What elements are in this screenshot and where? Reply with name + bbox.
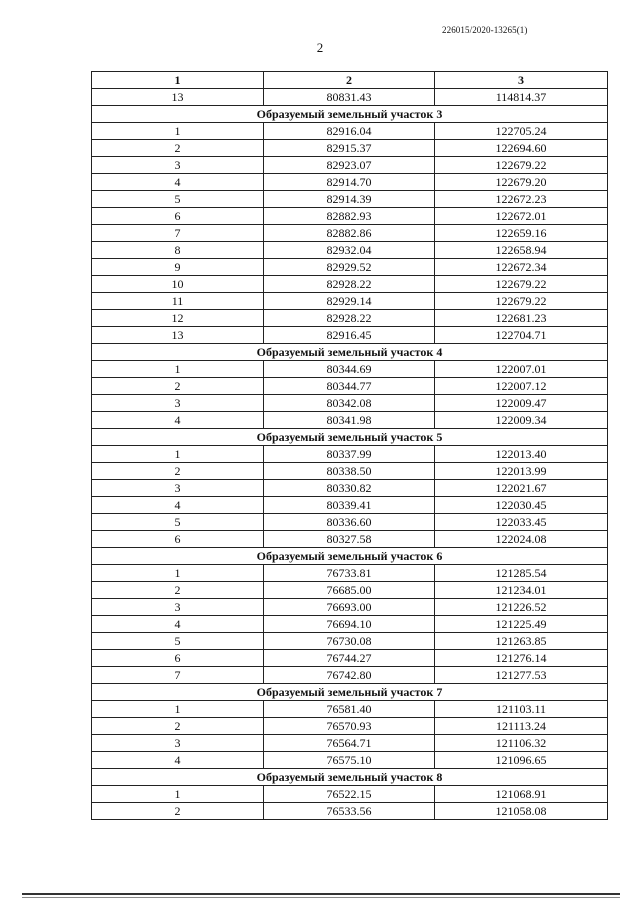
- y-coordinate: 121096.65: [435, 752, 608, 769]
- table-row: [92, 208, 608, 225]
- y-coordinate: 121103.11: [435, 701, 608, 718]
- y-coordinate: 122030.45: [435, 497, 608, 514]
- point-number: 2: [92, 803, 264, 820]
- x-coordinate: 82928.22: [264, 276, 435, 293]
- table-row: [92, 701, 608, 718]
- y-coordinate: 121058.08: [435, 803, 608, 820]
- table-row: [92, 157, 608, 174]
- x-coordinate: 76533.56: [264, 803, 435, 820]
- table-row: [92, 395, 608, 412]
- section-title: Образуемый земельный участок 7: [92, 684, 608, 701]
- y-coordinate: 122007.12: [435, 378, 608, 395]
- x-coordinate: 80344.69: [264, 361, 435, 378]
- x-coordinate: 76742.80: [264, 667, 435, 684]
- table-row: [92, 752, 608, 769]
- x-coordinate: 76570.93: [264, 718, 435, 735]
- y-coordinate: 122679.20: [435, 174, 608, 191]
- y-coordinate: 122007.01: [435, 361, 608, 378]
- table-row: [92, 497, 608, 514]
- point-number: 1: [92, 123, 264, 140]
- point-number: 1: [92, 701, 264, 718]
- point-number: 4: [92, 616, 264, 633]
- y-coordinate: 122013.40: [435, 446, 608, 463]
- point-number: 2: [92, 378, 264, 395]
- point-number: 4: [92, 752, 264, 769]
- x-coordinate: 80342.08: [264, 395, 435, 412]
- table-row: [92, 259, 608, 276]
- column-header: 1: [92, 72, 264, 89]
- y-coordinate: 122681.23: [435, 310, 608, 327]
- table-row: [92, 327, 608, 344]
- x-coordinate: 82923.07: [264, 157, 435, 174]
- point-number: 1: [92, 361, 264, 378]
- y-coordinate: 122021.67: [435, 480, 608, 497]
- table-row: [92, 480, 608, 497]
- table-row: [92, 412, 608, 429]
- section-row: [92, 344, 608, 361]
- table-row: [92, 310, 608, 327]
- x-coordinate: 80327.58: [264, 531, 435, 548]
- x-coordinate: 80831.43: [264, 89, 435, 106]
- point-number: 6: [92, 531, 264, 548]
- table-header-row: [92, 72, 608, 89]
- table-row: [92, 582, 608, 599]
- point-number: 7: [92, 225, 264, 242]
- section-title: Образуемый земельный участок 8: [92, 769, 608, 786]
- point-number: 1: [92, 446, 264, 463]
- table-row: [92, 565, 608, 582]
- y-coordinate: 122704.71: [435, 327, 608, 344]
- point-number: 2: [92, 140, 264, 157]
- y-coordinate: 121234.01: [435, 582, 608, 599]
- section-title: Образуемый земельный участок 5: [92, 429, 608, 446]
- x-coordinate: 82929.14: [264, 293, 435, 310]
- x-coordinate: 76522.15: [264, 786, 435, 803]
- point-number: 2: [92, 582, 264, 599]
- table-row: [92, 514, 608, 531]
- y-coordinate: 122672.23: [435, 191, 608, 208]
- y-coordinate: 121068.91: [435, 786, 608, 803]
- x-coordinate: 82915.37: [264, 140, 435, 157]
- y-coordinate: 122658.94: [435, 242, 608, 259]
- table-row: [92, 599, 608, 616]
- section-row: [92, 429, 608, 446]
- point-number: 9: [92, 259, 264, 276]
- point-number: 6: [92, 208, 264, 225]
- table-row: [92, 378, 608, 395]
- y-coordinate: 122672.01: [435, 208, 608, 225]
- section-row: [92, 769, 608, 786]
- x-coordinate: 76693.00: [264, 599, 435, 616]
- table-row: [92, 718, 608, 735]
- table-row: [92, 463, 608, 480]
- point-number: 1: [92, 565, 264, 582]
- y-coordinate: 121277.53: [435, 667, 608, 684]
- x-coordinate: 82916.45: [264, 327, 435, 344]
- table-row: [92, 123, 608, 140]
- coordinates-table: [91, 71, 608, 820]
- section-row: [92, 548, 608, 565]
- y-coordinate: 122009.34: [435, 412, 608, 429]
- table-row: [92, 786, 608, 803]
- x-coordinate: 76733.81: [264, 565, 435, 582]
- point-number: 12: [92, 310, 264, 327]
- table-row: [92, 293, 608, 310]
- x-coordinate: 82882.93: [264, 208, 435, 225]
- x-coordinate: 80336.60: [264, 514, 435, 531]
- point-number: 11: [92, 293, 264, 310]
- y-coordinate: 122672.34: [435, 259, 608, 276]
- page-number: 2: [316, 40, 324, 55]
- table-row: [92, 803, 608, 820]
- x-coordinate: 76575.10: [264, 752, 435, 769]
- y-coordinate: 122679.22: [435, 293, 608, 310]
- y-coordinate: 121225.49: [435, 616, 608, 633]
- x-coordinate: 76730.08: [264, 633, 435, 650]
- x-coordinate: 80338.50: [264, 463, 435, 480]
- y-coordinate: 122694.60: [435, 140, 608, 157]
- table-row: [92, 667, 608, 684]
- section-title: Образуемый земельный участок 6: [92, 548, 608, 565]
- x-coordinate: 80339.41: [264, 497, 435, 514]
- x-coordinate: 82882.86: [264, 225, 435, 242]
- table-row: [92, 446, 608, 463]
- point-number: 7: [92, 667, 264, 684]
- footer-rule-thin: [22, 897, 620, 898]
- y-coordinate: 122009.47: [435, 395, 608, 412]
- table-row: [92, 633, 608, 650]
- section-title: Образуемый земельный участок 4: [92, 344, 608, 361]
- x-coordinate: 80344.77: [264, 378, 435, 395]
- document-id: 226015/2020-13265(1): [442, 25, 528, 35]
- table-row: [92, 89, 608, 106]
- y-coordinate: 121226.52: [435, 599, 608, 616]
- y-coordinate: 122679.22: [435, 157, 608, 174]
- y-coordinate: 121276.14: [435, 650, 608, 667]
- point-number: 3: [92, 735, 264, 752]
- point-number: 13: [92, 89, 264, 106]
- footer-rule: [22, 893, 620, 895]
- y-coordinate: 122679.22: [435, 276, 608, 293]
- y-coordinate: 121285.54: [435, 565, 608, 582]
- table-row: [92, 140, 608, 157]
- x-coordinate: 82932.04: [264, 242, 435, 259]
- x-coordinate: 80337.99: [264, 446, 435, 463]
- table-row: [92, 650, 608, 667]
- point-number: 5: [92, 514, 264, 531]
- x-coordinate: 76694.10: [264, 616, 435, 633]
- x-coordinate: 82929.52: [264, 259, 435, 276]
- y-coordinate: 122024.08: [435, 531, 608, 548]
- point-number: 3: [92, 480, 264, 497]
- point-number: 4: [92, 412, 264, 429]
- table-body: [92, 89, 608, 820]
- point-number: 3: [92, 395, 264, 412]
- table-row: [92, 242, 608, 259]
- x-coordinate: 80341.98: [264, 412, 435, 429]
- x-coordinate: 76564.71: [264, 735, 435, 752]
- y-coordinate: 122033.45: [435, 514, 608, 531]
- x-coordinate: 82914.70: [264, 174, 435, 191]
- point-number: 2: [92, 463, 264, 480]
- x-coordinate: 76744.27: [264, 650, 435, 667]
- point-number: 2: [92, 718, 264, 735]
- column-header: 3: [435, 72, 608, 89]
- section-title: Образуемый земельный участок 3: [92, 106, 608, 123]
- point-number: 4: [92, 174, 264, 191]
- y-coordinate: 122659.16: [435, 225, 608, 242]
- point-number: 10: [92, 276, 264, 293]
- y-coordinate: 121263.85: [435, 633, 608, 650]
- point-number: 8: [92, 242, 264, 259]
- point-number: 3: [92, 599, 264, 616]
- x-coordinate: 82928.22: [264, 310, 435, 327]
- point-number: 5: [92, 191, 264, 208]
- table-row: [92, 225, 608, 242]
- table-row: [92, 531, 608, 548]
- y-coordinate: 121106.32: [435, 735, 608, 752]
- x-coordinate: 76581.40: [264, 701, 435, 718]
- x-coordinate: 80330.82: [264, 480, 435, 497]
- column-header: 2: [264, 72, 435, 89]
- y-coordinate: 121113.24: [435, 718, 608, 735]
- y-coordinate: 122705.24: [435, 123, 608, 140]
- x-coordinate: 82916.04: [264, 123, 435, 140]
- point-number: 6: [92, 650, 264, 667]
- table-row: [92, 276, 608, 293]
- section-row: [92, 106, 608, 123]
- point-number: 3: [92, 157, 264, 174]
- y-coordinate: 114814.37: [435, 89, 608, 106]
- y-coordinate: 122013.99: [435, 463, 608, 480]
- point-number: 4: [92, 497, 264, 514]
- x-coordinate: 82914.39: [264, 191, 435, 208]
- table-row: [92, 174, 608, 191]
- x-coordinate: 76685.00: [264, 582, 435, 599]
- table-row: [92, 191, 608, 208]
- table-row: [92, 735, 608, 752]
- table-row: [92, 616, 608, 633]
- table-row: [92, 361, 608, 378]
- section-row: [92, 684, 608, 701]
- point-number: 1: [92, 786, 264, 803]
- point-number: 13: [92, 327, 264, 344]
- point-number: 5: [92, 633, 264, 650]
